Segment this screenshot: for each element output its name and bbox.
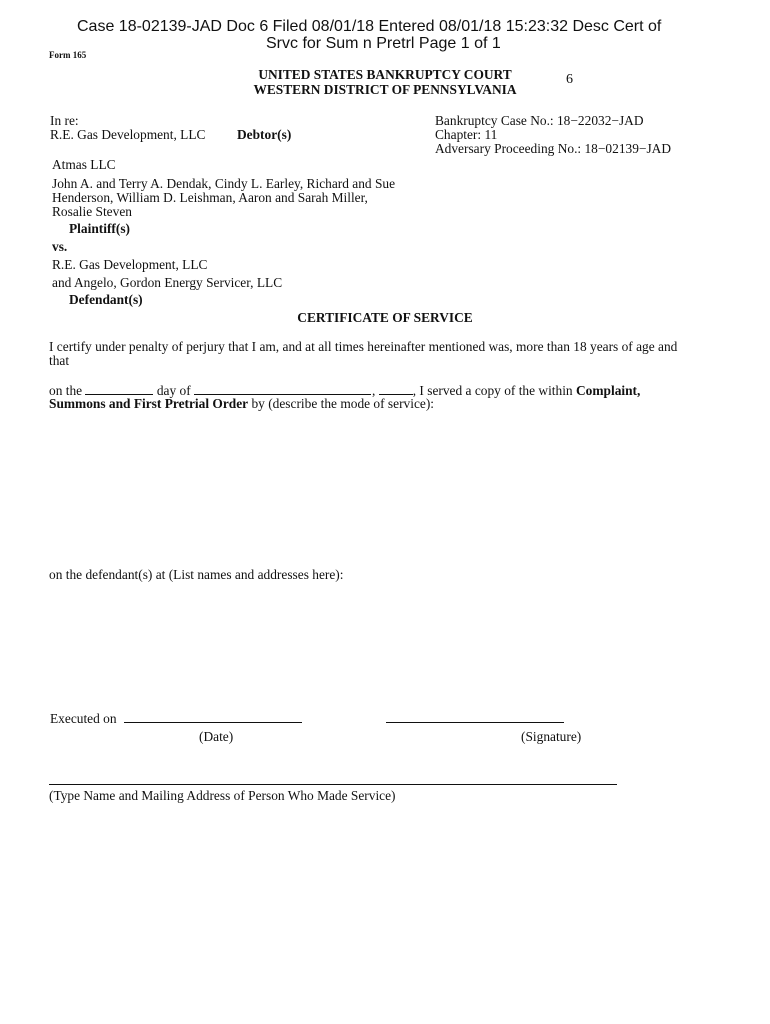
plaintiff-2-line2: Henderson, William D. Leishman, Aaron and Sarah Miller,	[52, 190, 368, 205]
defendant-label: Defendant(s)	[69, 292, 143, 307]
defendant-2: and Angelo, Gordon Energy Servicer, LLC	[52, 275, 283, 290]
documents-served-1: Complaint,	[576, 383, 641, 398]
service-date-line: on the day of , , I served a copy of the within Complaint,	[49, 383, 641, 398]
defendants-address-prompt: on the defendant(s) at (List names and addresses here):	[49, 567, 344, 582]
in-re-label: In re:	[50, 113, 79, 128]
plaintiff-2-line1: John A. and Terry A. Dendak, Cindy L. Earley, Richard and Sue	[52, 176, 396, 191]
adversary-proceeding-number: Adversary Proceeding No.: 18−02139−JAD	[435, 141, 672, 156]
on-the-text: on the	[49, 383, 83, 398]
year-blank[interactable]	[379, 382, 413, 395]
court-name-line1: UNITED STATES BANKRUPTCY COURT	[258, 67, 512, 82]
certify-line1: I certify under penalty of perjury that I am, and at all times hereinafter mentioned was, more than 18 years of age and	[49, 339, 678, 354]
signature-line[interactable]	[386, 722, 564, 723]
name-address-label: (Type Name and Mailing Address of Person Who Made Service)	[49, 788, 396, 803]
date-label: (Date)	[199, 729, 234, 744]
form-label: Form 165	[49, 50, 87, 60]
month-blank[interactable]	[194, 382, 371, 395]
doc-number: 6	[566, 72, 573, 87]
plaintiff-2-line3: Rosalie Steven	[52, 204, 132, 219]
day-blank[interactable]	[85, 382, 153, 395]
day-of-text: day of	[156, 383, 191, 398]
certificate-title: CERTIFICATE OF SERVICE	[297, 310, 473, 325]
court-district-line2: WESTERN DISTRICT OF PENNSYLVANIA	[253, 82, 517, 97]
date-line[interactable]	[124, 722, 302, 723]
served-text: , I served a copy of the within	[412, 383, 573, 398]
versus: vs.	[52, 239, 68, 254]
executed-on-label: Executed on	[50, 711, 117, 726]
court-name	[0, 67, 770, 97]
filing-header-line2: Srvc for Sum n Pretrl Page 1 of 1	[266, 35, 501, 52]
bankruptcy-case-number: Bankruptcy Case No.: 18−22032−JAD	[435, 113, 644, 128]
signature-label: (Signature)	[521, 729, 582, 744]
name-address-line[interactable]	[49, 784, 617, 785]
debtor-label: Debtor(s)	[237, 127, 292, 142]
certify-line2: that	[49, 353, 70, 368]
defendant-1: R.E. Gas Development, LLC	[52, 257, 208, 272]
chapter: Chapter: 11	[435, 127, 498, 142]
plaintiff-label: Plaintiff(s)	[69, 221, 130, 236]
mode-of-service-text: by (describe the mode of service):	[251, 396, 435, 411]
plaintiff-1: Atmas LLC	[52, 157, 116, 172]
debtor-name: R.E. Gas Development, LLC	[50, 127, 206, 142]
documents-served-2: Summons and First Pretrial Order	[49, 396, 249, 411]
filing-header-line1: Case 18-02139-JAD Doc 6 Filed 08/01/18 Entered 08/01/18 15:23:32 Desc Cert of	[77, 18, 662, 35]
service-documents-line	[49, 396, 434, 411]
